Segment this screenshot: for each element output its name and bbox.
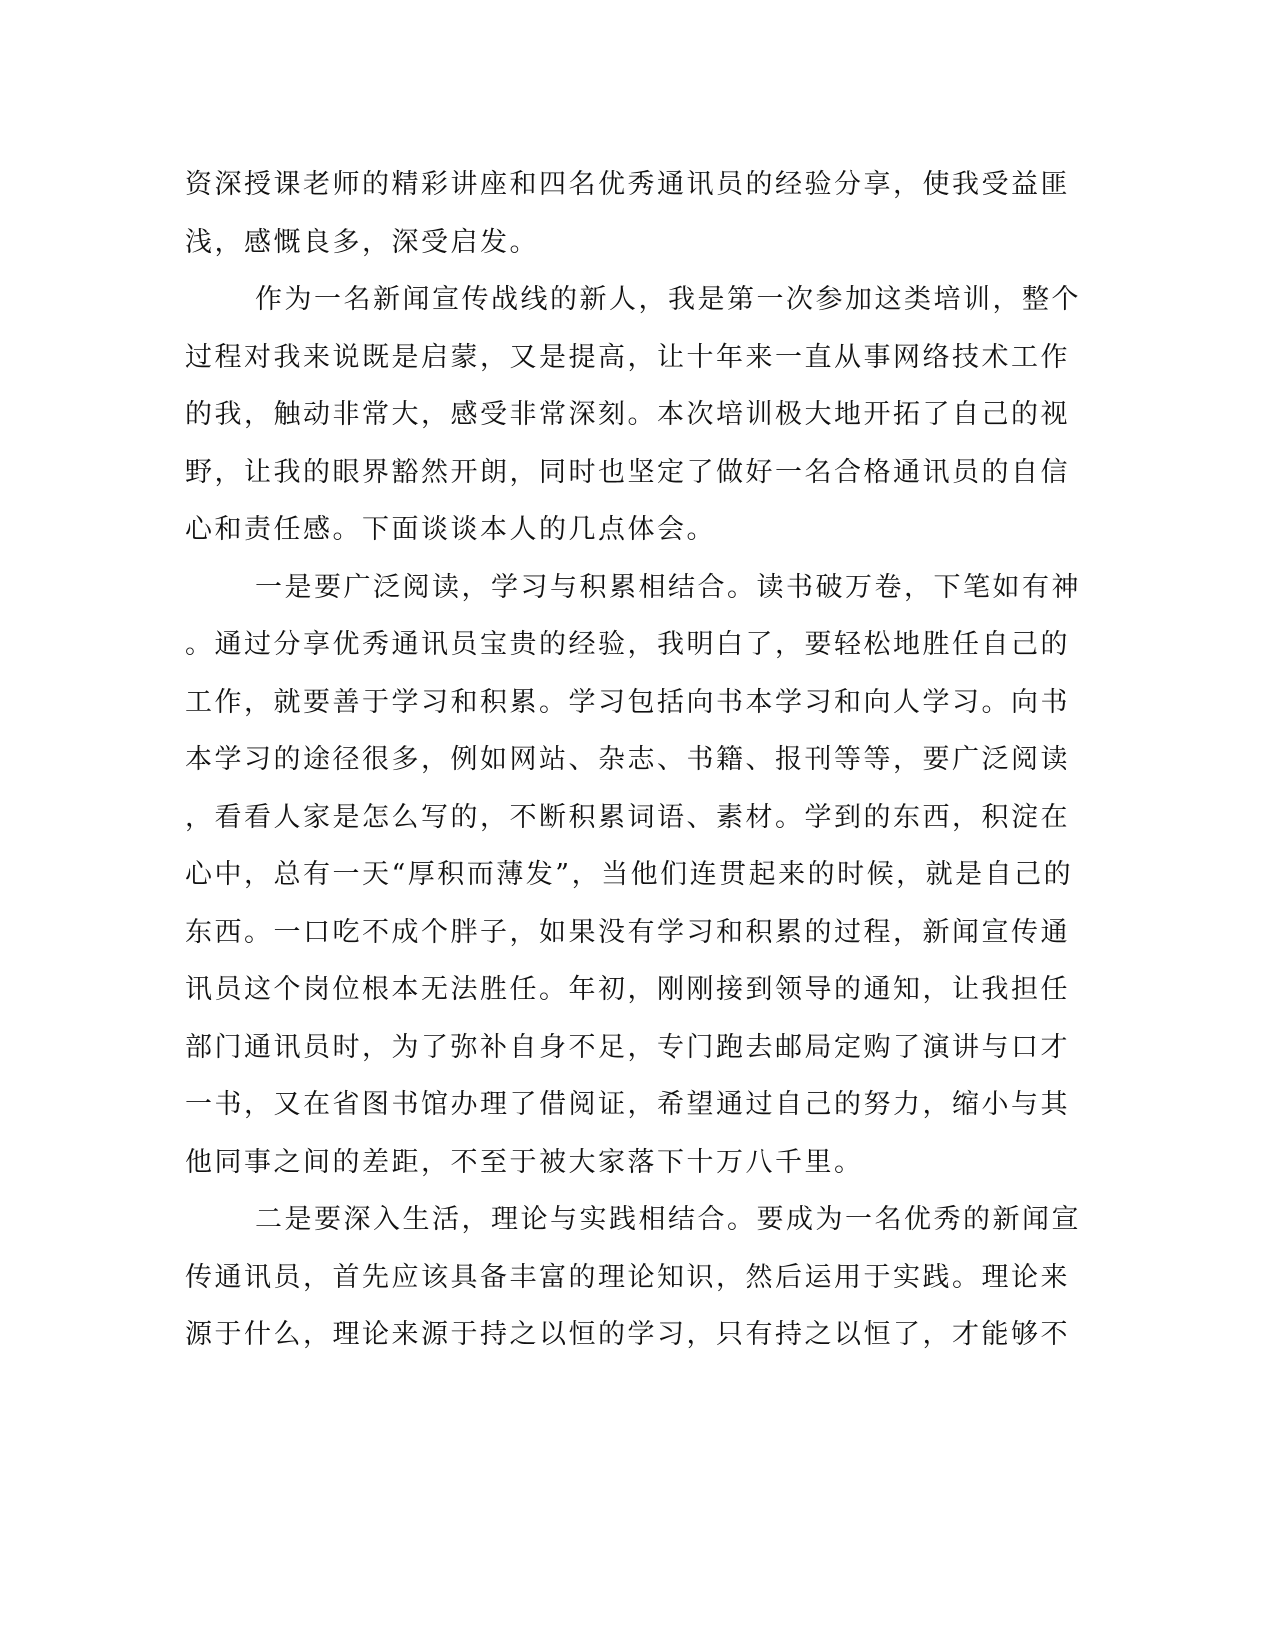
- paragraph-introduction: [185, 271, 1081, 559]
- text-line: ，看看人家是怎么写的，不断积累词语、素材。学到的东西，积淀在: [185, 801, 1070, 833]
- text-line: 资深授课老师的精彩讲座和四名优秀通讯员的经验分享，使我受益匪: [185, 169, 1070, 200]
- text-line: 二是要深入生活，理论与实践相结合。要成为一名优秀的新闻宣: [255, 1204, 1081, 1235]
- text-line: 源于什么，理论来源于持之以恒的学习，只有持之以恒了，才能够不: [185, 1319, 1070, 1350]
- text-line: 讯员这个岗位根本无法胜任。年初，刚刚接到领导的通知，让我担任: [185, 974, 1070, 1005]
- text-line: 本学习的途径很多，例如网站、杂志、书籍、报刊等等，要广泛阅读: [185, 744, 1070, 775]
- text-line: 浅，感慨良多，深受启发。: [185, 226, 539, 258]
- document-body: [185, 156, 1081, 1364]
- text-line: 心和责任感。下面谈谈本人的几点体会。: [185, 514, 716, 545]
- text-line: 的我，触动非常大，感受非常深刻。本次培训极大地开拓了自己的视: [185, 399, 1070, 430]
- text-line: 过程对我来说既是启蒙，又是提高，让十年来一直从事网络技术工作: [185, 341, 1070, 373]
- text-line: 部门通讯员时，为了弥补自身不足，专门跑去邮局定购了演讲与口才: [185, 1031, 1070, 1063]
- text-line: 传通讯员，首先应该具备丰富的理论知识，然后运用于实践。理论来: [185, 1261, 1070, 1293]
- text-line: 。通过分享优秀通讯员宝贵的经验，我明白了，要轻松地胜任自己的: [185, 629, 1070, 660]
- paragraph-continuation: [185, 156, 1070, 271]
- text-line: 野，让我的眼界豁然开朗，同时也坚定了做好一名合格通讯员的自信: [185, 456, 1070, 488]
- text-line: 心中，总有一天“厚积而薄发”，当他们连贯起来的时候，就是自己的: [185, 859, 1074, 890]
- text-line: 工作，就要善于学习和积累。学习包括向书本学习和向人学习。向书: [185, 686, 1070, 718]
- text-line: 一是要广泛阅读，学习与积累相结合。读书破万卷，下笔如有神: [255, 571, 1081, 603]
- text-line: 他同事之间的差距，不至于被大家落下十万八千里。: [185, 1146, 864, 1178]
- paragraph-point-one: [185, 559, 1081, 1192]
- text-line: 一书，又在省图书馆办理了借阅证，希望通过自己的努力，缩小与其: [185, 1089, 1070, 1120]
- text-line: 作为一名新闻宣传战线的新人，我是第一次参加这类培训，整个: [255, 284, 1081, 315]
- text-line: 东西。一口吃不成个胖子，如果没有学习和积累的过程，新闻宣传通: [185, 916, 1070, 948]
- paragraph-point-two: [185, 1191, 1081, 1364]
